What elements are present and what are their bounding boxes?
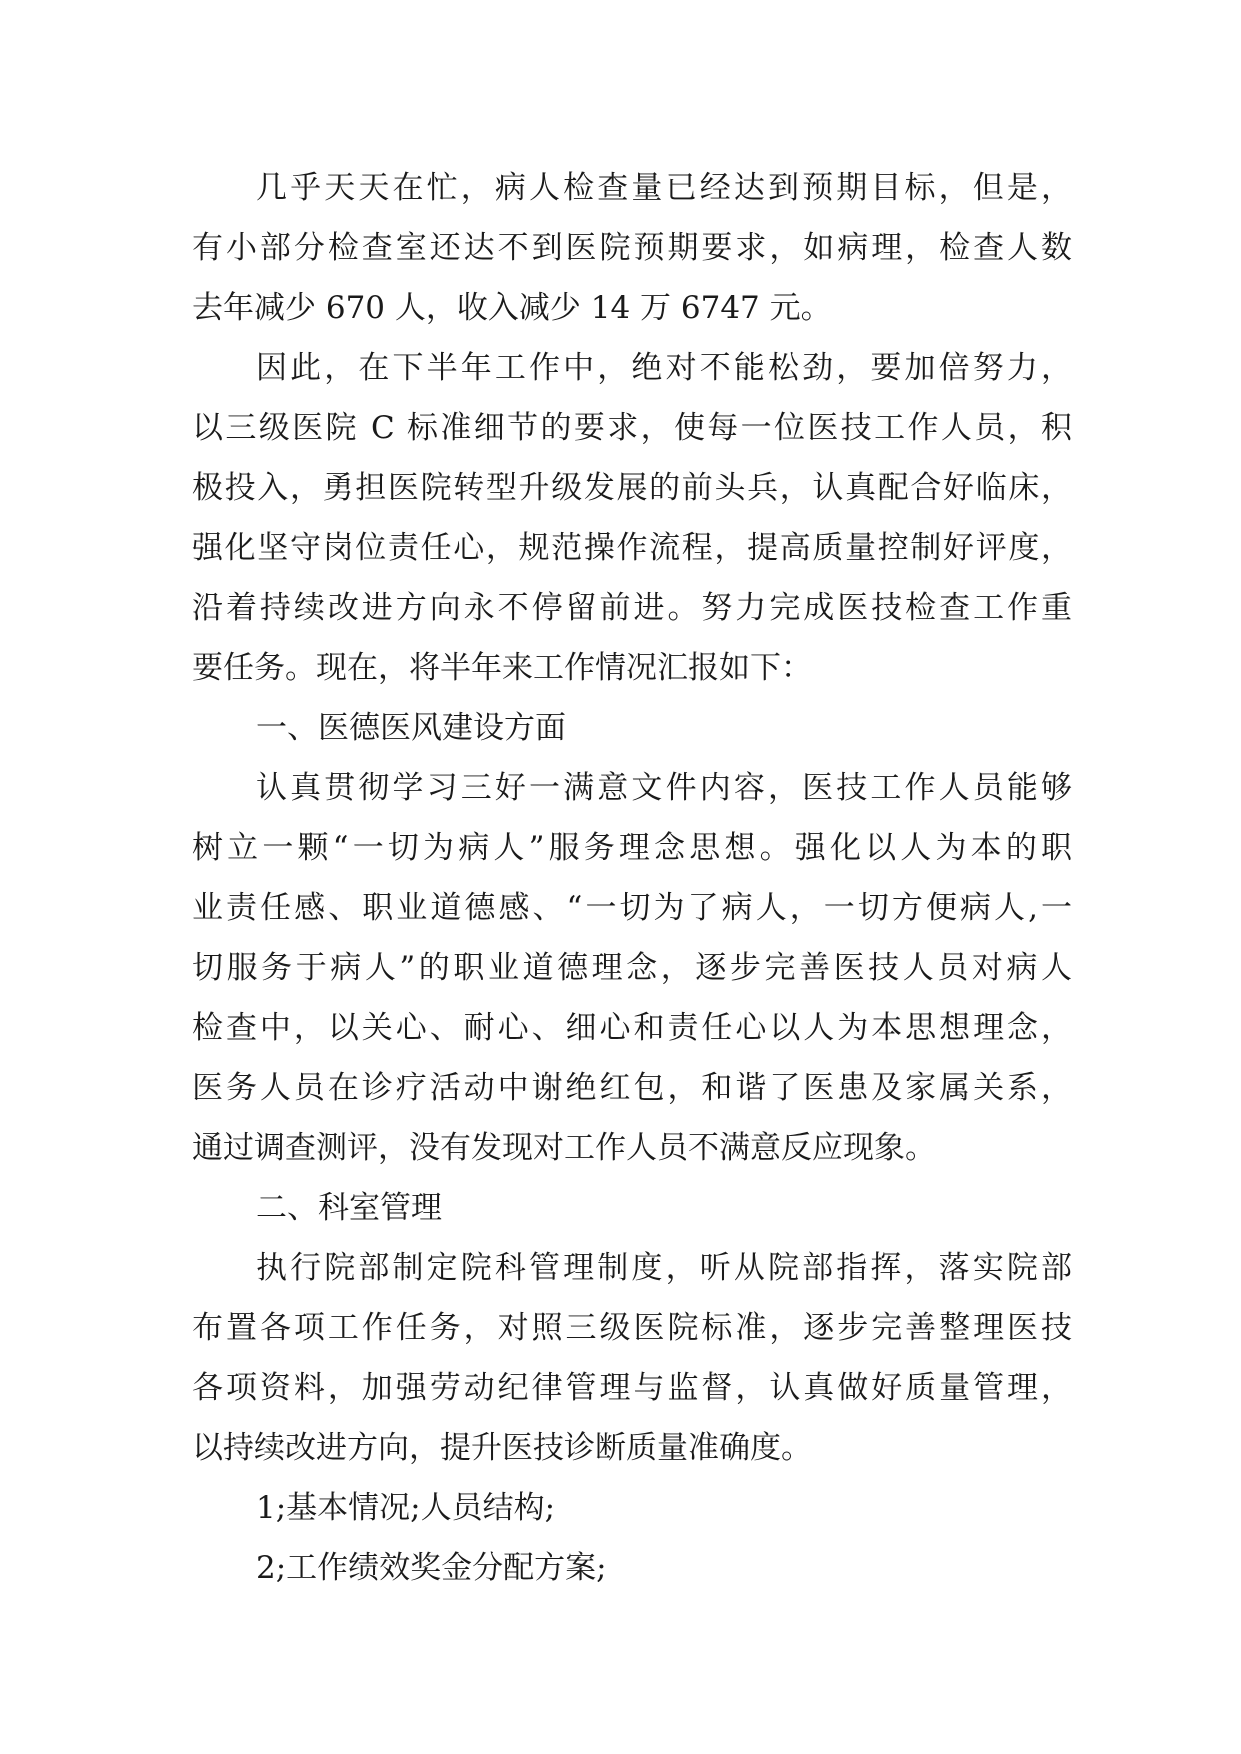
text-line: 因此，在下半年工作中，绝对不能松劲，要加倍努力， xyxy=(256,350,1072,386)
text-line: 沿着持续改进方向永不停留前进。努力完成医技检查工作重 xyxy=(192,590,1072,626)
text-line: 执行院部制定院科管理制度，听从院部指挥，落实院部 xyxy=(256,1250,1072,1286)
text-line: 通过调查测评，没有发现对工作人员不满意反应现象。 xyxy=(192,1130,936,1166)
section-heading: 一、医德医风建设方面 xyxy=(256,710,566,746)
text-line: 几乎天天在忙，病人检查量已经达到预期目标，但是， xyxy=(256,170,1072,206)
text-line: 检查中，以关心、耐心、细心和责任心以人为本思想理念， xyxy=(192,1010,1072,1046)
text-line: 强化坚守岗位责任心，规范操作流程，提高质量控制好评度， xyxy=(192,530,1072,566)
text-line: 有小部分检查室还达不到医院预期要求，如病理，检查人数 xyxy=(192,230,1072,266)
text-line: 医务人员在诊疗活动中谢绝红包，和谐了医患及家属关系， xyxy=(192,1070,1072,1106)
text-line: 以三级医院 C 标准细节的要求，使每一位医技工作人员，积 xyxy=(192,410,1072,446)
text-line: 去年减少 670 人，收入减少 14 万 6747 元。 xyxy=(192,290,832,326)
text-line: 各项资料，加强劳动纪律管理与监督，认真做好质量管理， xyxy=(192,1370,1072,1406)
section-heading: 二、科室管理 xyxy=(256,1190,442,1226)
text-line: 切服务于病人”的职业道德理念，逐步完善医技人员对病人 xyxy=(192,950,1072,986)
list-item: 1;基本情况;人员结构; xyxy=(256,1490,556,1526)
text-line: 布置各项工作任务，对照三级医院标准，逐步完善整理医技 xyxy=(192,1310,1072,1346)
text-line: 以持续改进方向，提升医技诊断质量准确度。 xyxy=(192,1430,812,1466)
text-line: 业责任感、职业道德感、“一切为了病人，一切方便病人,一 xyxy=(192,890,1072,926)
text-line: 树立一颗“一切为病人”服务理念思想。强化以人为本的职 xyxy=(192,830,1072,866)
document-body xyxy=(192,158,1072,1598)
text-line: 极投入，勇担医院转型升级发展的前头兵，认真配合好临床， xyxy=(192,470,1072,506)
text-line: 要任务。现在，将半年来工作情况汇报如下： xyxy=(192,650,812,686)
list-item: 2;工作绩效奖金分配方案; xyxy=(256,1550,607,1586)
text-line: 认真贯彻学习三好一满意文件内容，医技工作人员能够 xyxy=(256,770,1072,806)
